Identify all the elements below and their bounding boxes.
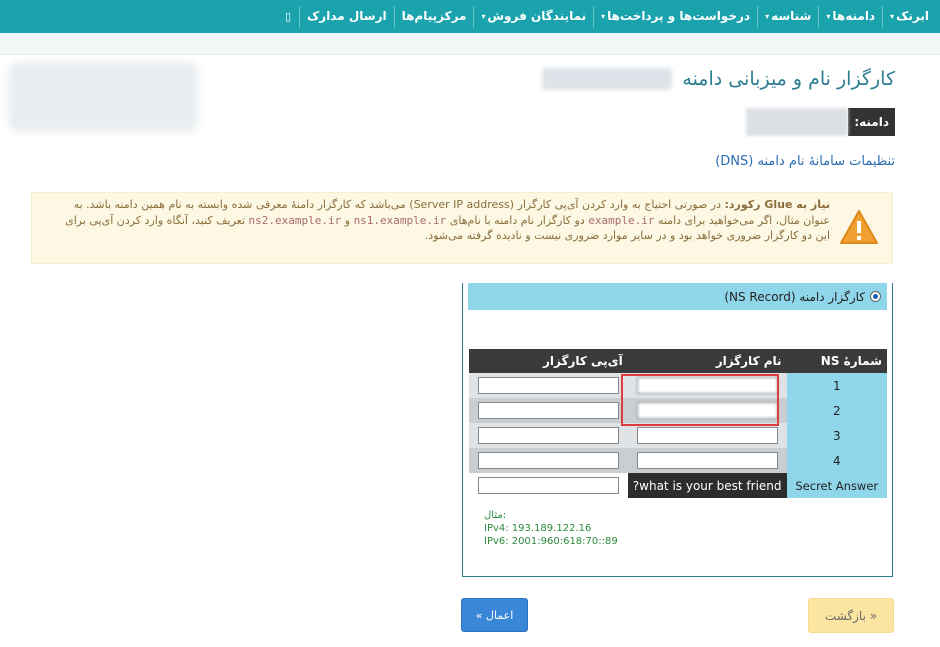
secret-answer-cell <box>469 473 628 498</box>
ns3-ip-input[interactable] <box>478 427 619 444</box>
secret-answer-label: Secret Answer <box>787 473 887 498</box>
ns-name-cell <box>628 423 787 448</box>
chevron-down-icon: ▾ <box>481 12 486 21</box>
example-ipv4: IPv4: 193.189.122.16 <box>484 523 592 534</box>
top-navbar <box>0 0 940 33</box>
nav-item-message-center[interactable]: مرکزپیام‌ها <box>401 9 467 23</box>
table-row <box>469 373 887 398</box>
nav-separator <box>818 6 819 28</box>
example-label: مثال: <box>484 510 507 521</box>
table-row <box>469 398 887 423</box>
ns-record-label: کارگزار دامنه (NS Record) <box>724 289 865 304</box>
chevron-down-icon: ▾ <box>890 12 895 21</box>
alert-line1: در صورتی احتیاج به وارد کردن آی‌پی کارگزار (Server IP address) می‌باشد که کارگزار دامنهٔ معرفی شده وابسته به نام همین دامنه باشد. به عنوان مثال، اگر می‌خواهید برای دامنه <box>73 198 830 227</box>
ip-example <box>484 509 618 548</box>
header-ns-name: نام کارگزار <box>628 349 787 373</box>
glue-record-alert <box>31 192 893 264</box>
ns-name-cell <box>628 398 787 423</box>
nav-item-resellers[interactable]: نمایندگان فروش ▾ <box>474 0 593 33</box>
nav-separator <box>299 6 300 28</box>
alert-heading: نیاز به Glue رکورد: <box>724 198 830 211</box>
nav-item-send-documents[interactable]: ارسال مدارک <box>307 9 387 23</box>
nav-separator <box>882 6 883 28</box>
alert-ns2: ns2.example.ir <box>248 213 342 227</box>
chevron-down-icon: ▾ <box>826 12 831 21</box>
table-row <box>469 423 887 448</box>
ns3-name-input[interactable] <box>637 427 778 444</box>
warning-icon <box>834 197 884 257</box>
domain-label: دامنه: <box>848 108 895 136</box>
secret-question: what is your best friend? <box>628 473 787 498</box>
back-button[interactable]: « بازگشت <box>808 598 894 633</box>
ns-name-cell <box>628 373 787 398</box>
ns-number: 4 <box>787 448 887 473</box>
alert-example-domain: example.ir <box>588 213 655 227</box>
ns-ip-cell <box>469 398 628 423</box>
sub-bar <box>0 33 940 55</box>
alert-ns1: ns1.example.ir <box>353 213 447 227</box>
nav-separator <box>473 6 474 28</box>
nav-separator <box>394 6 395 28</box>
ns1-name-input[interactable] <box>637 377 778 394</box>
ns4-ip-input[interactable] <box>478 452 619 469</box>
redacted-domain-value <box>746 108 848 136</box>
ns-ip-cell <box>469 423 628 448</box>
secret-answer-input[interactable] <box>478 477 619 494</box>
table-row <box>469 448 887 473</box>
ns2-name-input[interactable] <box>637 402 778 419</box>
ns-record-option[interactable] <box>468 283 887 310</box>
alert-line3: تعریف کنید، آنگاه وارد کردن آی‌پی برای این دو کارگزار ضروری خواهد بود و در سایر موارد ضروری نیست و نادیده گرفته می‌شود. <box>65 213 830 242</box>
redacted-area <box>8 62 198 132</box>
apply-button[interactable]: اعمال » <box>461 598 528 632</box>
secret-row <box>469 473 887 498</box>
ns-name-cell <box>628 448 787 473</box>
alert-text <box>40 197 834 244</box>
chevron-down-icon: ▾ <box>601 12 606 21</box>
example-ipv6: IPv6: 2001:960:618:70::89 <box>484 536 618 547</box>
section-title: تنظیمات سامانهٔ نام دامنه (DNS) <box>715 154 895 169</box>
header-ns-number: شمارهٔ NS <box>787 349 887 373</box>
ns1-ip-input[interactable] <box>478 377 619 394</box>
ns-record-radio[interactable] <box>870 291 881 302</box>
nav-separator <box>757 6 758 28</box>
ns2-ip-input[interactable] <box>478 402 619 419</box>
ns-ip-cell <box>469 448 628 473</box>
nav-item-handle[interactable]: شناسه ▾ <box>758 0 818 33</box>
alert-and: و <box>344 213 351 227</box>
page-title <box>542 68 895 90</box>
ns4-name-input[interactable] <box>637 452 778 469</box>
ns-number: 1 <box>787 373 887 398</box>
ns-table <box>469 349 887 498</box>
redacted-domain <box>542 68 672 90</box>
nav-separator <box>593 6 594 28</box>
ns-number: 3 <box>787 423 887 448</box>
ns-number: 2 <box>787 398 887 423</box>
nav-item-domains[interactable]: دامنه‌ها ▾ <box>819 0 882 33</box>
domain-row <box>746 108 895 136</box>
ns-ip-cell <box>469 373 628 398</box>
nav-item-abrnak[interactable]: ابرنک ▾ <box>883 0 936 33</box>
document-icon[interactable]: ▯ <box>284 10 291 23</box>
page-title-text: کارگزار نام و میزبانی دامنه <box>682 68 895 90</box>
header-ns-ip: آی‌پی کارگزار <box>469 349 628 373</box>
nav-item-requests-payments[interactable]: درخواست‌ها و پرداخت‌ها ▾ <box>594 0 757 33</box>
alert-line2: دو کارگزار نام دامنه با نام‌های <box>449 213 585 227</box>
chevron-down-icon: ▾ <box>765 12 770 21</box>
